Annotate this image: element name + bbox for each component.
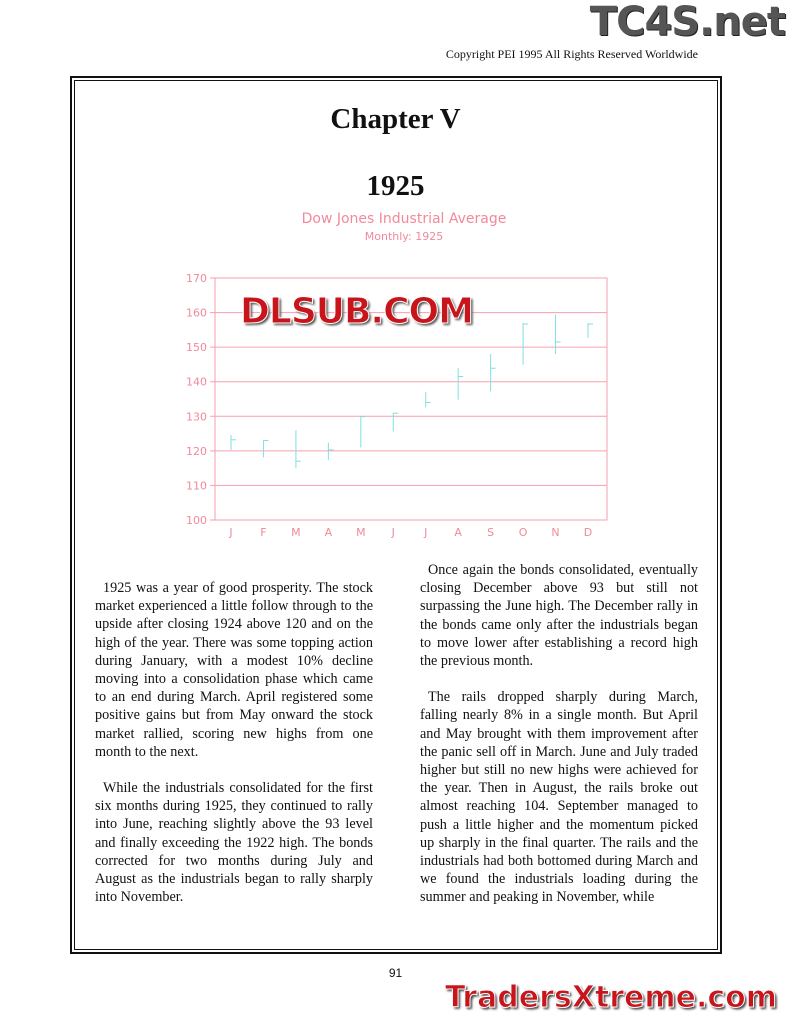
right-column [420,561,698,925]
year-heading: 1925 [366,170,425,202]
x-tick-label: J [424,526,428,539]
y-tick-label: 140 [186,375,207,389]
left-column [95,579,373,924]
y-tick-label: 170 [186,272,207,285]
x-tick-label: J [391,526,395,539]
watermark: DLSUB.COM [240,291,473,332]
footer-logo: TradersXtreme.com [445,980,777,1015]
x-tick-label: F [260,526,267,539]
x-tick-label: S [487,526,495,539]
x-tick-label: D [583,526,593,539]
page-number: 91 [388,966,403,980]
paragraph: 1925 was a year of good prosperity. The stock market experienced a little follow through to the upside after closing 1924 above 120 and on the high of the year. There was some topping action during January, with a modest 10% decline moving into a consolidation phase which came to an end during March. April registered some positive gains but from May onward the stock market rallied, scoring new highs from one month to the next. [95,580,373,760]
x-tick-label: M [291,526,301,539]
chapter-title: Chapter V [330,103,461,135]
y-tick-label: 130 [186,410,207,424]
paragraph: The rails dropped sharply during March, falling nearly 8% in a single month. But April and May brought with them improvement after the panic sell off in March. June and July traded higher but still no new highs were achieved for the year. Then in August, the rails broke out almost reaching 104. September managed to push a little higher and the momentum picked up sharply in the final quarter. The rails and the industrials had both bottomed during March and we found the industrials loading during the summer and peaking in November, while [420,689,698,906]
y-tick-label: 100 [186,514,207,527]
y-tick-label: 110 [186,479,207,493]
site-logo: TC4S.net [589,0,785,45]
x-tick-label: J [229,526,233,539]
chart-subtitle: Monthly: 1925 [364,230,444,243]
x-tick-label: A [454,526,462,539]
y-tick-label: 160 [186,306,207,320]
y-tick-label: 150 [186,341,207,355]
x-tick-label: O [518,526,528,539]
paragraph: Once again the bonds consolidated, eventually closing December above 93 but still not surpassing the June high. The December rally in the bonds came only after the industrials began to move lower after establishing a record high the previous month. [420,562,698,670]
x-tick-label: A [324,526,333,539]
y-tick-label: 120 [186,444,207,458]
x-tick-label: M [356,526,366,539]
paragraph: While the industrials consolidated for the first six months during 1925, they continued to rally into June, reaching slightly above the 93 level and finally exceeding the 1922 high. The bonds corrected for two months during July and August as the industrials began to rally sharply into November. [95,780,373,906]
chart-title: Dow Jones Industrial Average [301,211,507,227]
x-tick-label: N [551,526,560,539]
copyright-notice: Copyright PEI 1995 All Rights Reserved Worldwide [445,47,698,61]
